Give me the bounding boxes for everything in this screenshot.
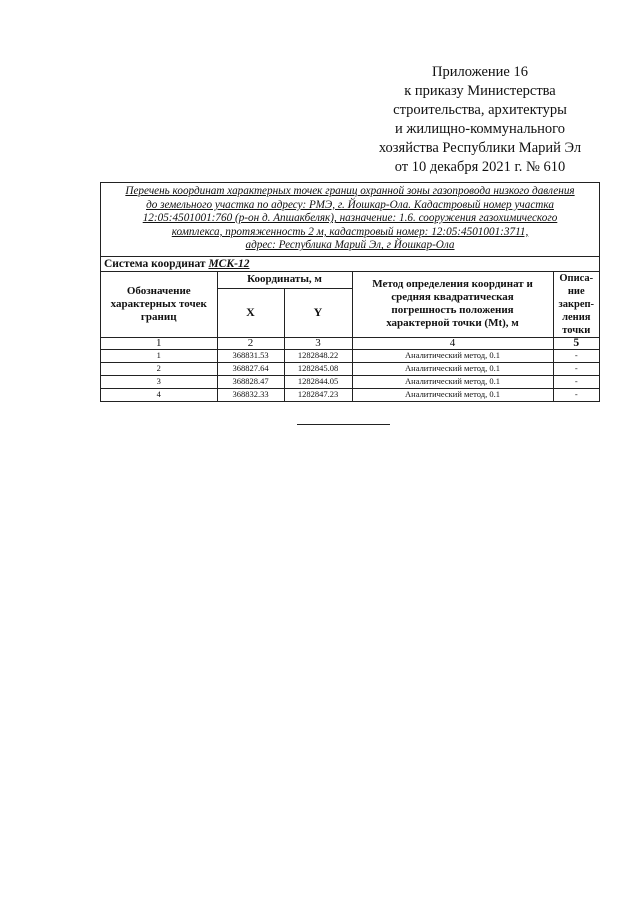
cell-y: 1282845.08 <box>284 362 352 375</box>
cell-x: 368832.33 <box>217 388 284 401</box>
cell-point: 4 <box>101 388 217 401</box>
column-number-row <box>101 337 599 349</box>
table-row <box>101 362 599 375</box>
annex-header <box>360 63 600 177</box>
cell-method: Аналитический метод, 0.1 <box>352 349 553 362</box>
annex-line: Приложение 16 <box>432 64 528 80</box>
column-number: 5 <box>553 337 599 349</box>
cell-description: - <box>553 362 599 375</box>
cell-y: 1282847.23 <box>284 388 352 401</box>
cell-method: Аналитический метод, 0.1 <box>352 388 553 401</box>
coord-system <box>101 257 599 272</box>
caption-line: 12:05:4501001:760 (р-он д. Апшакбеляк), назначение: 1.6. сооружения газохимического <box>142 212 558 225</box>
column-number: 4 <box>352 337 553 349</box>
table-row <box>101 349 599 362</box>
annex-line: хозяйства Республики Марий Эл <box>378 140 582 156</box>
table-row <box>101 388 599 401</box>
cell-method: Аналитический метод, 0.1 <box>352 362 553 375</box>
cell-x: 368827.64 <box>217 362 284 375</box>
coord-system-label: Система координат <box>104 257 209 270</box>
end-divider-line <box>297 424 390 425</box>
cell-method: Аналитический метод, 0.1 <box>352 375 553 388</box>
annex-line: от 10 декабря 2021 г. № 610 <box>394 159 566 175</box>
caption-line: до земельного участка по адресу: РМЭ, г. Йошкар-Ола. Кадастровый номер участка <box>146 198 554 211</box>
cell-description: - <box>553 375 599 388</box>
header-method: Метод определения координат и средняя квадратическая погрешность положения характерной точки (Mt), м <box>352 271 553 337</box>
cell-point: 3 <box>101 375 217 388</box>
cell-y: 1282844.05 <box>284 375 352 388</box>
cell-description: - <box>553 349 599 362</box>
header-row <box>101 271 599 288</box>
coord-system-row <box>101 257 599 272</box>
coord-system-name: МСК-12 <box>208 257 250 270</box>
caption-line: комплекса, протяженность 2 м, кадастровый номер: 12:05:4501001:3711, <box>171 225 529 238</box>
annex-line: строительства, архитектуры <box>393 102 567 118</box>
header-description: Описа-ние закреп-ления точки <box>553 271 599 337</box>
annex-line: к приказу Министерства <box>404 83 556 99</box>
cell-y: 1282848.22 <box>284 349 352 362</box>
table-row <box>101 375 599 388</box>
cell-description: - <box>553 388 599 401</box>
coordinates-table <box>101 257 599 401</box>
annex-line: и жилищно-коммунального <box>394 121 566 137</box>
header-y: Y <box>284 288 352 337</box>
cell-point: 2 <box>101 362 217 375</box>
column-number: 2 <box>217 337 284 349</box>
column-number: 1 <box>101 337 217 349</box>
caption-line: Перечень координат характерных точек границ охранной зоны газопровода низкого давления <box>125 185 575 197</box>
header-x: X <box>217 288 284 337</box>
sheet-caption <box>101 183 599 257</box>
cell-point: 1 <box>101 349 217 362</box>
header-coords: Координаты, м <box>217 271 352 288</box>
cell-x: 368831.53 <box>217 349 284 362</box>
header-point: Обозначение характерных точек границ <box>101 271 217 337</box>
column-number: 3 <box>284 337 352 349</box>
caption-line: адрес: Республика Марий Эл, г Йошкар-Ола <box>245 239 455 252</box>
cell-x: 368828.47 <box>217 375 284 388</box>
coordinates-sheet <box>100 182 600 402</box>
